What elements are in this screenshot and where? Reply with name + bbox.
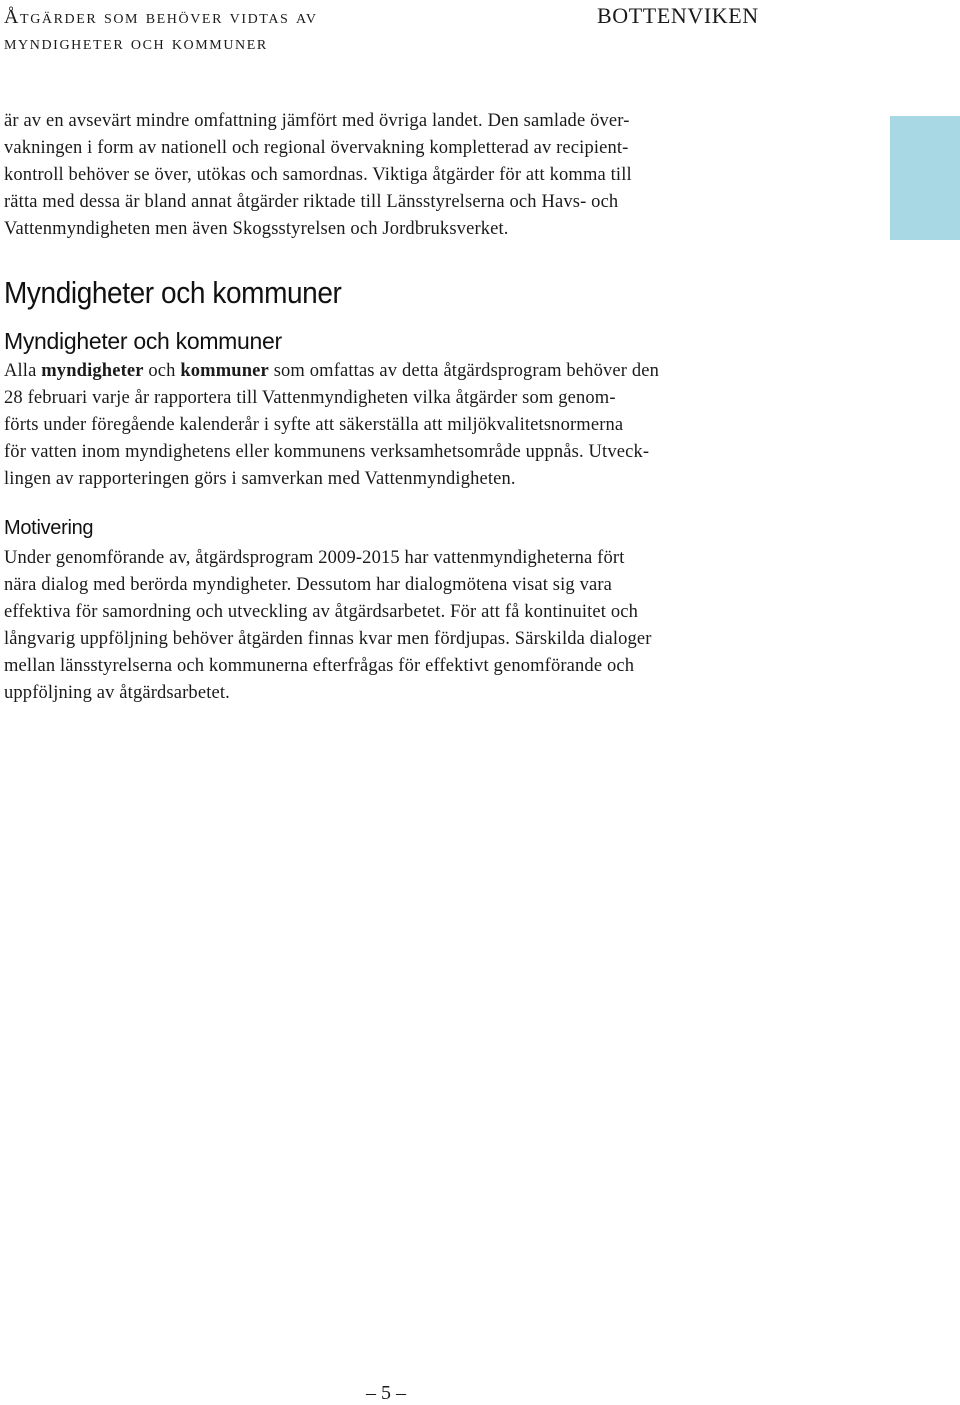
page-number: – 5 – [366,1382,406,1404]
motivering-paragraph [4,545,770,707]
running-header [0,0,960,60]
motivering-line: Under genomförande av, åtgärdsprogram 2009-2015 har vattenmyndigheterna fört [4,548,625,568]
intro-line: rätta med dessa är bland annat åtgärder riktade till Länsstyrelserna och Havs- och [4,192,619,212]
motivering-line: uppföljning av åtgärdsarbetet. [4,683,230,703]
chapter-side-tab [890,116,960,240]
motivering-line: effektiva för samordning och utveckling av åtgärdsarbetet. För att få kontinuitet och [4,602,639,622]
page-content [4,108,770,707]
paragraph-line-rest: som omfattas av detta åtgärdsprogram behöver den [273,361,659,381]
chapter-title-line-1: Åtgärder som behöver vidtas av [4,6,318,28]
bold-term-kommuner: kommuner [180,361,269,381]
chapter-title [4,4,444,56]
paragraph-line: lingen av rapporteringen görs i samverkan med Vattenmyndigheten. [4,469,516,489]
region-name: BOTTENVIKEN [597,3,759,28]
paragraph-line: 28 februari varje år rapportera till Vattenmyndigheten vilka åtgärder som genom- [4,388,616,408]
chapter-title-line-2: myndigheter och kommuner [4,32,268,54]
intro-line: Vattenmyndigheten men även Skogsstyrelsen och Jordbruksverket. [4,219,509,239]
motivering-line: mellan länsstyrelserna och kommunerna efterfrågas för effektivt genomförande och [4,656,635,676]
motivering-heading: Motivering [4,517,94,539]
bold-term-myndigheter: myndigheter [41,361,144,381]
motivering-line: nära dialog med berörda myndigheter. Dessutom har dialogmötena visat sig vara [4,575,613,595]
intro-paragraph [4,108,770,243]
intro-line: vakningen i form av nationell och regional övervakning kompletterad av recipient- [4,138,629,158]
motivering-line: långvarig uppföljning behöver åtgärden finnas kvar men fördjupas. Särskilda dialoger [4,629,652,649]
paragraph-line: förts under föregående kalenderår i syfte att säkerställa att miljökvalitetsnormerna [4,415,624,435]
reporting-paragraph [4,358,770,493]
paragraph-word: Alla [4,361,37,381]
paragraph-word: och [148,361,176,381]
intro-line: kontroll behöver se över, utökas och samordnas. Viktiga åtgärder för att komma till [4,165,632,185]
intro-line: är av en avsevärt mindre omfattning jämfört med övriga landet. Den samlade över- [4,111,630,131]
section-subheading: Myndigheter och kommuner [4,328,282,354]
paragraph-line: för vatten inom myndighetens eller kommunens verksamhetsområde uppnås. Utveck- [4,442,650,462]
section-heading: Myndigheter och kommuner [4,276,342,310]
